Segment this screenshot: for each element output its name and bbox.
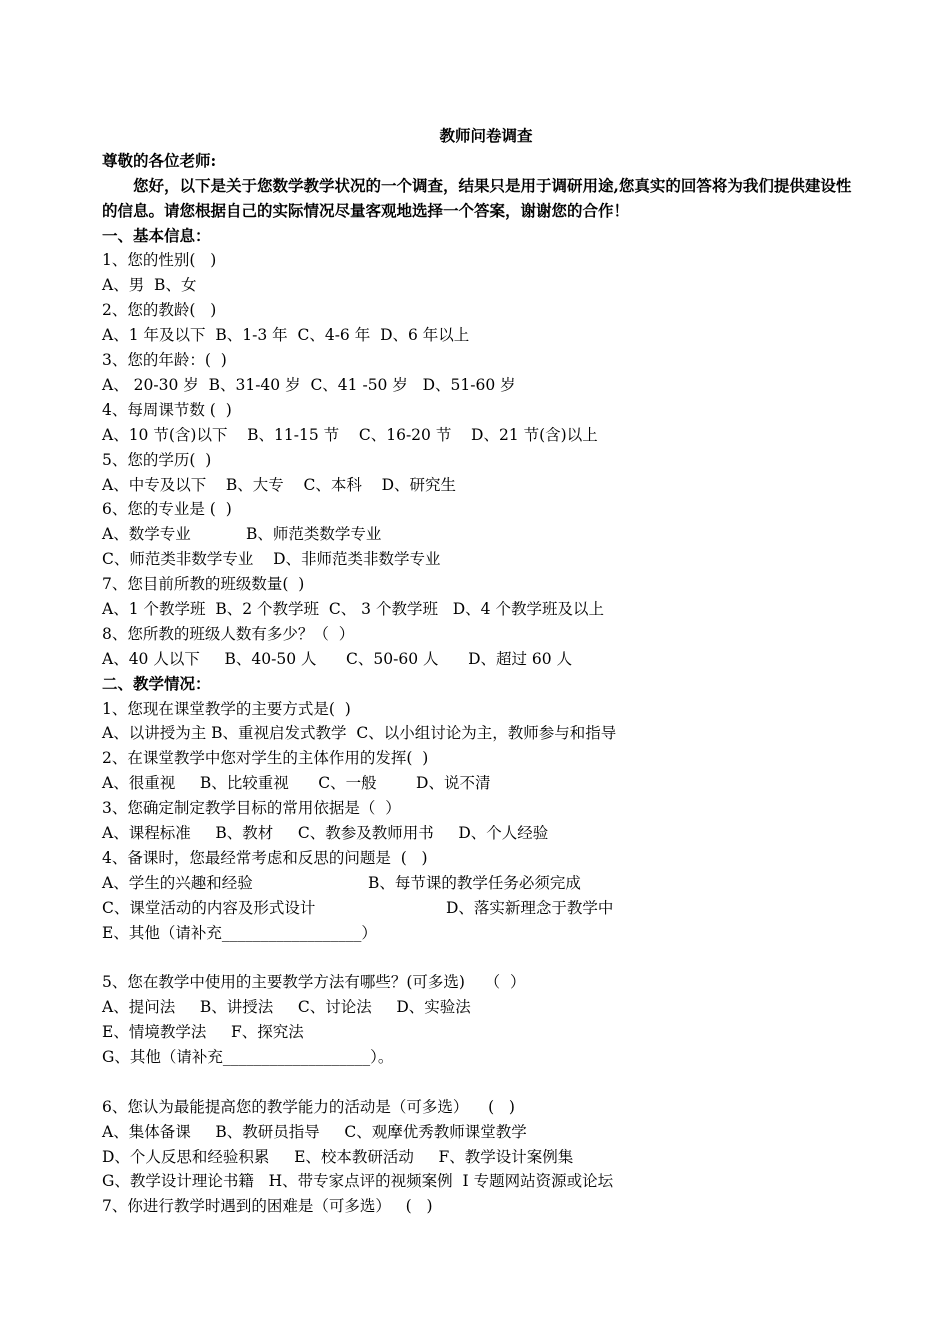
option-prep-b: B、每节课的教学任务必须完成 [368,873,581,892]
option-prep-a: A、学生的兴趣和经验 [102,873,253,892]
question-class-count: 7、您目前所教的班级数量( ) [102,575,305,594]
question-major: 6、您的专业是 ( ) [102,500,232,519]
option-prep-c: C、课堂活动的内容及形式设计 [102,898,316,917]
options-ability-activities-2: D、个人反思和经验积累 E、校本教研活动 F、教学设计案例集 [102,1147,574,1166]
option-major-b: B、师范类数学专业 [246,525,382,544]
options-major-ab [102,522,862,547]
options-weekly-lessons: A、10 节(含)以下 B、11-15 节 C、16-20 节 D、21 节(含)以上 [102,425,598,444]
options-teaching-methods-2: E、情境教学法 F、探究法 [102,1023,304,1042]
page-title: 教师问卷调查 [439,126,533,145]
option-prep-e: E、其他（请补充__________________） [102,923,377,942]
options-student-role: A、很重视 B、比较重视 C、一般 D、说不清 [102,774,491,793]
question-teaching-mode: 1、您现在课堂教学的主要方式是( ) [102,699,351,718]
question-weekly-lessons: 4、每周课节数 ( ) [102,400,232,419]
options-lesson-prep-cd [102,896,862,921]
question-education: 5、您的学历( ) [102,450,212,469]
question-lesson-prep: 4、备课时，您最经常考虑和反思的问题是 ( ) [102,848,428,867]
spacer [102,1070,862,1095]
options-gender: A、男 B、女 [102,276,197,295]
options-major-cd: C、师范类非数学专业 D、非师范类非数学专业 [102,550,441,569]
questionnaire-page [102,124,862,1219]
options-education: A、中专及以下 B、大专 C、本科 D、研究生 [102,475,456,494]
options-class-count: A、1 个教学班 B、2 个教学班 C、 3 个教学班 D、4 个教学班及以上 [102,599,604,618]
options-objective-basis: A、课程标准 B、教材 C、教参及教师用书 D、个人经验 [102,823,549,842]
question-gender: 1、您的性别( ) [102,251,217,270]
question-age: 3、您的年龄：( ) [102,351,227,370]
options-teaching-years: A、1 年及以下 B、1-3 年 C、4-6 年 D、6 年以上 [102,326,470,345]
greeting: 尊敬的各位老师: [102,150,217,170]
section-basic-heading: 一、基本信息： [102,225,211,245]
options-teaching-mode: A、以讲授为主 B、重视启发式教学 C、以小组讨论为主，教师参与和指导 [102,724,617,743]
options-lesson-prep-ab [102,871,862,896]
section-teaching-heading: 二、教学情况： [102,673,211,693]
intro-paragraph: 您好，以下是关于您数学教学状况的一个调查，结果只是用于调研用途,您真实的回答将为我们提供建设性的信息。请您根据自己的实际情况尽量客观地选择一个答案，谢谢您的合作！ [102,175,852,220]
spacer [102,945,862,970]
option-major-a: A、数学专业 [102,525,191,544]
question-difficulties: 7、你进行教学时遇到的困难是（可多选） ( ) [102,1197,433,1216]
question-objective-basis: 3、您确定制定教学目标的常用依据是（ ） [102,799,401,818]
options-teaching-methods-1: A、提问法 B、讲授法 C、讨论法 D、实验法 [102,998,471,1017]
options-teaching-methods-3: G、其他（请补充___________________）。 [102,1047,394,1066]
option-prep-d: D、落实新理念于教学中 [446,898,614,917]
options-age: A、 20-30 岁 B、31-40 岁 C、41 -50 岁 D、51-60 岁 [102,375,516,394]
question-class-size: 8、您所教的班级人数有多少？（ ） [102,624,355,643]
options-class-size: A、40 人以下 B、40-50 人 C、50-60 人 D、超过 60 人 [102,649,573,668]
question-teaching-years: 2、您的教龄( ) [102,301,217,320]
question-student-role: 2、在课堂教学中您对学生的主体作用的发挥( ) [102,749,429,768]
question-ability-activities: 6、您认为最能提高您的教学能力的活动是（可多选） ( ) [102,1097,515,1116]
question-teaching-methods: 5、您在教学中使用的主要教学方法有哪些？(可多选) （ ） [102,973,526,992]
options-ability-activities-3: G、教学设计理论书籍 H、带专家点评的视频案例 I 专题网站资源或论坛 [102,1172,614,1191]
options-ability-activities-1: A、集体备课 B、教研员指导 C、观摩优秀教师课堂教学 [102,1122,527,1141]
